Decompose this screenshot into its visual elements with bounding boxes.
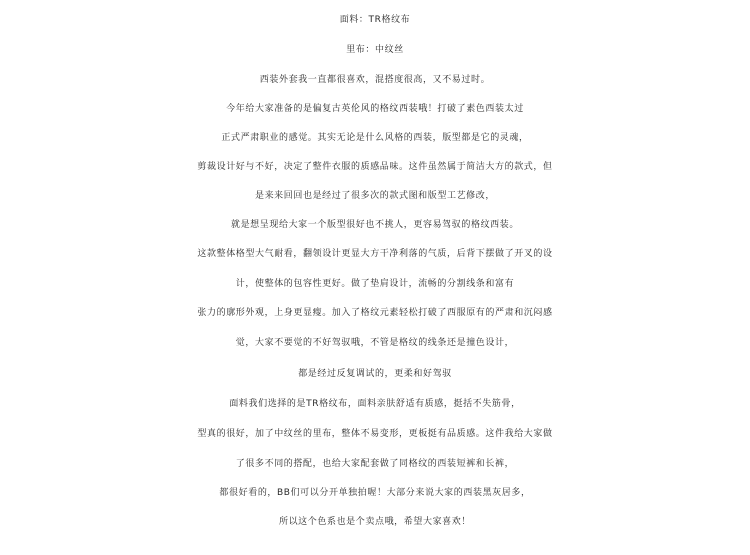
text-line: 这款整体格型大气耐看，翻领设计更显大方干净利落的气质，后背下摆做了开叉的设 [197, 249, 553, 259]
text-line: 计，使整体的包容性更好。做了垫肩设计，流畅的分割线条和富有 [235, 279, 515, 289]
text-line: 今年给大家准备的是偏复古英伦风的格纹西装哦！打破了素色西装太过 [226, 104, 524, 114]
text-line: 张力的廓形外观，上身更显瘦。加入了格纹元素轻松打破了西服原有的严肃和沉闷感 [197, 308, 553, 318]
text-line: 都是经过反复调试的，更柔和好驾驭 [298, 369, 452, 379]
text-line: 型真的很好，加了中纹丝的里布，整体不易变形，更板挺有品质感。这件我给大家做 [197, 429, 553, 439]
text-line: 就是想呈现给大家一个版型很好也不挑人，更容易驾驭的格纹西装。 [230, 220, 519, 230]
text-line: 西装外套我一直都很喜欢，混搭度很高，又不易过时。 [259, 75, 491, 85]
text-line: 觉，大家不要觉的不好驾驭哦，不管是格纹的线条还是撞色设计， [235, 338, 515, 348]
lining-line: 里布：中纹丝 [346, 45, 404, 55]
fabric-line: 面料：TR格纹布 [339, 15, 411, 25]
text-line: 所以这个色系也是个卖点哦，希望大家喜欢！ [278, 517, 471, 527]
text-line: 正式严肃职业的感觉。其实无论是什么风格的西装，版型都是它的灵魂， [221, 133, 529, 143]
text-line: 都很好看的，BB们可以分开单独拍喔！大部分来说大家的西装黑灰居多， [219, 488, 531, 498]
text-line: 面料我们选择的是TR格纹布，面料亲肤舒适有质感，挺括不失筋骨， [229, 399, 521, 409]
text-line: 了很多不同的搭配，也给大家配套做了同格纹的西装短裤和长裤， [235, 459, 515, 469]
text-line: 剪裁设计好与不好，决定了整件衣服的质感品味。这件虽然属于简洁大方的款式，但 [197, 162, 553, 172]
text-line: 是来来回回也是经过了很多次的款式图和版型工艺修改， [254, 191, 495, 201]
